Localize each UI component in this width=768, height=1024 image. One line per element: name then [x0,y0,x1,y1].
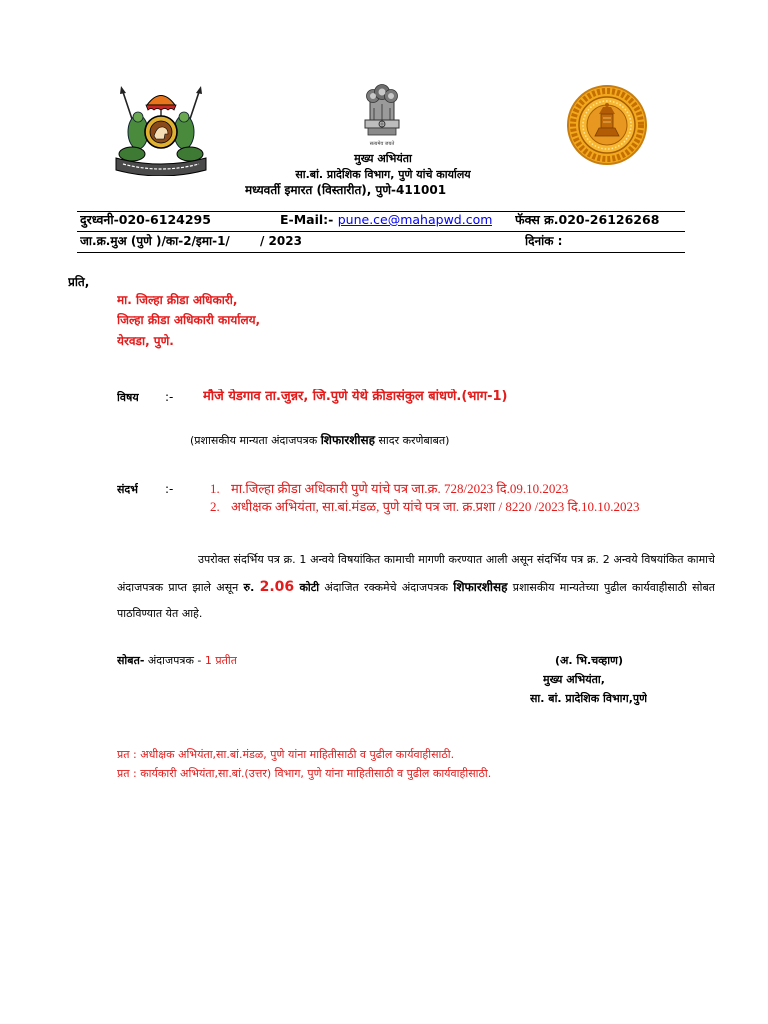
emblem-motto: सत्यमेव जयते [369,141,395,147]
recipient-line: येरवडा, पुणे. [117,334,174,348]
header-divider-middle [77,231,685,232]
enclosure-count: 1 प्रतीत [204,654,238,667]
body-text: अंदाजित रक्कमेचे अंदाजपत्रक [319,580,454,594]
reference-item: अधीक्षक अभियंता, सा.बां.मंडळ, पुणे यांचे पत्र जा. क्र.प्रशा / 8220 /2023 दि.10.10.2023 [231,499,640,514]
email-link[interactable]: pune.ce@mahapwd.com [337,212,493,227]
reference-item: मा.जिल्हा क्रीडा अधिकारी पुणे यांचे पत्र जा.क्र. 728/2023 दि.09.10.2023 [231,481,569,496]
enclosure-label: सोबत- [117,654,145,667]
subject-note-emphasis: शिफारशीसह [320,433,375,447]
maharashtra-seal-icon [565,84,649,166]
outward-year: / 2023 [260,234,302,248]
email-line [280,212,492,228]
body-paragraph [117,547,715,628]
national-emblem-icon [356,80,408,150]
amount-value: 2.06 [259,578,295,595]
signatory-office: सा. बां. प्रादेशिक विभाग,पुणे [530,692,648,705]
recipient-line: जिल्हा क्रीडा अधिकारी कार्यालय, [117,313,261,327]
fax-number: फॅक्स क्र.020-26126268 [515,212,660,227]
references-separator: :- [165,482,174,496]
phone-number: दुरध्वनी-020-6124295 [80,212,211,227]
body-text: उपरोक्त संदर्भिय पत्र क्र. 1 अन्वये विषयांकित कामाची मागणी करण्यात आली असून संदर्भिय पत्र क्र. 2 अन्वये विषयांकित कामाचे अंदाजपत्रक प्राप्त झाले असून [117,553,715,594]
references-label: संदर्भ [117,483,139,496]
body-emphasis: शिफारशीसह [453,579,508,594]
subject-note-suffix: सादर करणेबाबत) [374,434,450,447]
reference-number: 1. [210,481,220,496]
recipient-line: मा. जिल्हा क्रीडा अधिकारी, [117,293,238,307]
salutation: प्रति, [68,275,90,289]
signatory-name: (अ. भि.चव्हाण) [555,654,624,667]
outward-number: जा.क्र.मुअ (पुणे )/का-2/इमा-1/ [80,234,230,248]
amount-prefix: रु. [243,580,255,594]
office-address: मध्यवर्ती इमारत (विस्तारीत), पुणे-411001 [245,183,447,197]
header-divider-bottom [77,252,685,253]
amount-unit: कोटी [299,580,320,594]
reference-number: 2. [210,499,220,514]
enclosure-line [117,654,237,668]
date-label: दिनांक : [525,234,563,248]
office-title: मुख्य अभियंता [354,152,412,165]
division-name: सा.बां. प्रादेशिक विभाग, पुणे यांचे कार्यालय [295,168,471,181]
email-label: E-Mail:- [280,212,334,227]
subject-separator: :- [165,390,174,404]
copy-to-line: प्रत : कार्यकारी अभियंता,सा.बां.(उत्तर) विभाग, पुणे यांना माहितीसाठी व पुढील कार्यवाहीसाठी. [117,767,492,780]
enclosure-item: अंदाजपत्रक - [144,654,205,667]
copy-to-line: प्रत : अधीक्षक अभियंता,सा.बां.मंडळ, पुणे यांना माहितीसाठी व पुढील कार्यवाहीसाठी. [117,748,455,761]
subject-text: मौजे येडगाव ता.जुन्नर, जि.पुणे येथे क्रीडासंकुल बांधणे.(भाग-1) [203,389,508,404]
body-text: प्रशासकीय मान्यतेच्या पुढील कार्यवाहीसाठी सोबत पाठविण्यात येत आहे. [117,580,715,620]
subject-note [190,433,449,449]
subject-label: विषय [117,391,139,404]
royal-seal-icon [111,84,211,176]
signatory-designation: मुख्य अभियंता, [543,673,605,686]
subject-note-prefix: (प्रशासकीय मान्यता अंदाजपत्रक [190,434,321,447]
